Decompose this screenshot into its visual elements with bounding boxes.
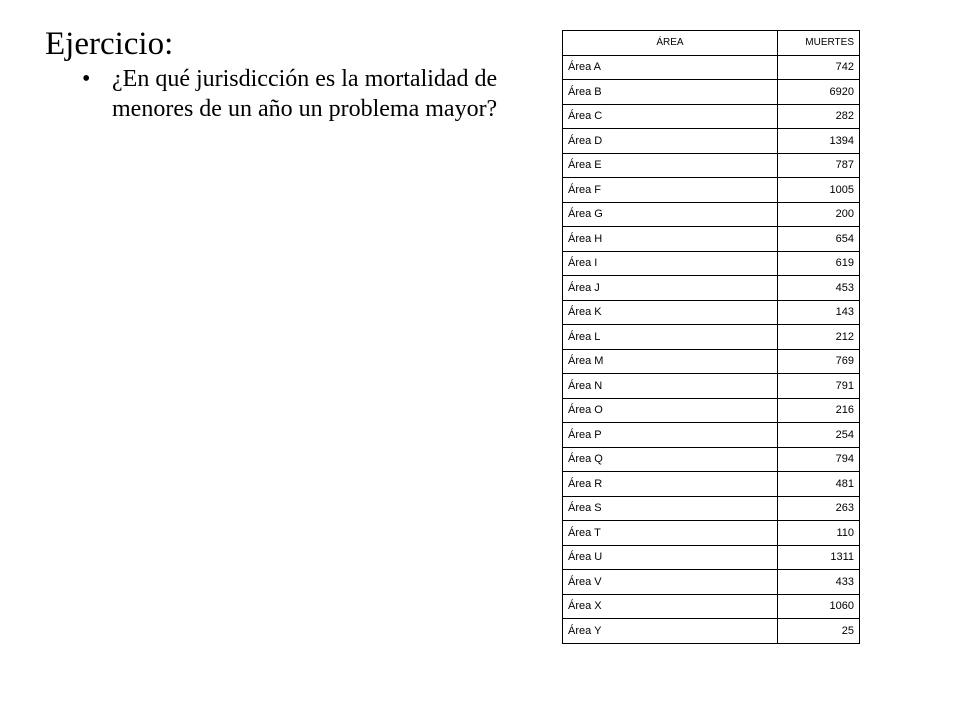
cell-area: Área T	[563, 521, 778, 546]
cell-deaths: 1311	[778, 545, 860, 570]
cell-area: Área H	[563, 227, 778, 252]
cell-area: Área E	[563, 153, 778, 178]
table-row	[563, 55, 860, 80]
table-row	[563, 276, 860, 301]
cell-deaths: 742	[778, 55, 860, 80]
cell-area: Área F	[563, 178, 778, 203]
table-row	[563, 423, 860, 448]
cell-area: Área N	[563, 374, 778, 399]
cell-deaths: 200	[778, 202, 860, 227]
cell-deaths: 6920	[778, 80, 860, 105]
bullet-dot-icon: •	[82, 66, 91, 92]
table-row	[563, 374, 860, 399]
cell-deaths: 791	[778, 374, 860, 399]
question-text: ¿En qué jurisdicción es la mortalidad de menores de un año un problema mayor?	[112, 66, 498, 122]
table-row	[563, 594, 860, 619]
cell-deaths: 1005	[778, 178, 860, 203]
table-row	[563, 80, 860, 105]
table-body	[563, 55, 860, 643]
cell-deaths: 433	[778, 570, 860, 595]
cell-area: Área P	[563, 423, 778, 448]
table-row	[563, 153, 860, 178]
cell-area: Área G	[563, 202, 778, 227]
table-header-row	[563, 31, 860, 56]
cell-area: Área D	[563, 129, 778, 154]
table-row	[563, 251, 860, 276]
cell-deaths: 143	[778, 300, 860, 325]
cell-deaths: 1394	[778, 129, 860, 154]
table-row	[563, 496, 860, 521]
cell-deaths: 654	[778, 227, 860, 252]
cell-deaths: 282	[778, 104, 860, 129]
question-bullet	[82, 64, 522, 124]
cell-deaths: 212	[778, 325, 860, 350]
cell-area: Área X	[563, 594, 778, 619]
slide-title: Ejercicio:	[45, 26, 174, 62]
cell-deaths: 619	[778, 251, 860, 276]
cell-area: Área C	[563, 104, 778, 129]
table-row	[563, 325, 860, 350]
cell-area: Área K	[563, 300, 778, 325]
table-row	[563, 349, 860, 374]
cell-area: Área J	[563, 276, 778, 301]
table-row	[563, 447, 860, 472]
table-row	[563, 227, 860, 252]
cell-deaths: 481	[778, 472, 860, 497]
table-row	[563, 570, 860, 595]
cell-area: Área R	[563, 472, 778, 497]
cell-area: Área U	[563, 545, 778, 570]
cell-area: Área O	[563, 398, 778, 423]
cell-deaths: 216	[778, 398, 860, 423]
cell-deaths: 25	[778, 619, 860, 644]
table-row	[563, 472, 860, 497]
table-row	[563, 521, 860, 546]
cell-deaths: 794	[778, 447, 860, 472]
table-row	[563, 178, 860, 203]
cell-area: Área A	[563, 55, 778, 80]
header-area: ÁREA	[563, 31, 778, 56]
cell-area: Área Y	[563, 619, 778, 644]
table-row	[563, 202, 860, 227]
cell-deaths: 254	[778, 423, 860, 448]
cell-area: Área Q	[563, 447, 778, 472]
table-row	[563, 398, 860, 423]
cell-deaths: 787	[778, 153, 860, 178]
header-deaths: MUERTES	[778, 31, 860, 56]
cell-deaths: 1060	[778, 594, 860, 619]
table-row	[563, 300, 860, 325]
cell-area: Área S	[563, 496, 778, 521]
cell-area: Área L	[563, 325, 778, 350]
cell-area: Área I	[563, 251, 778, 276]
table-row	[563, 129, 860, 154]
cell-area: Área M	[563, 349, 778, 374]
cell-deaths: 110	[778, 521, 860, 546]
cell-deaths: 769	[778, 349, 860, 374]
cell-area: Área B	[563, 80, 778, 105]
cell-area: Área V	[563, 570, 778, 595]
table-row	[563, 619, 860, 644]
table-row	[563, 545, 860, 570]
cell-deaths: 263	[778, 496, 860, 521]
table-row	[563, 104, 860, 129]
cell-deaths: 453	[778, 276, 860, 301]
deaths-by-area-table	[562, 30, 860, 644]
